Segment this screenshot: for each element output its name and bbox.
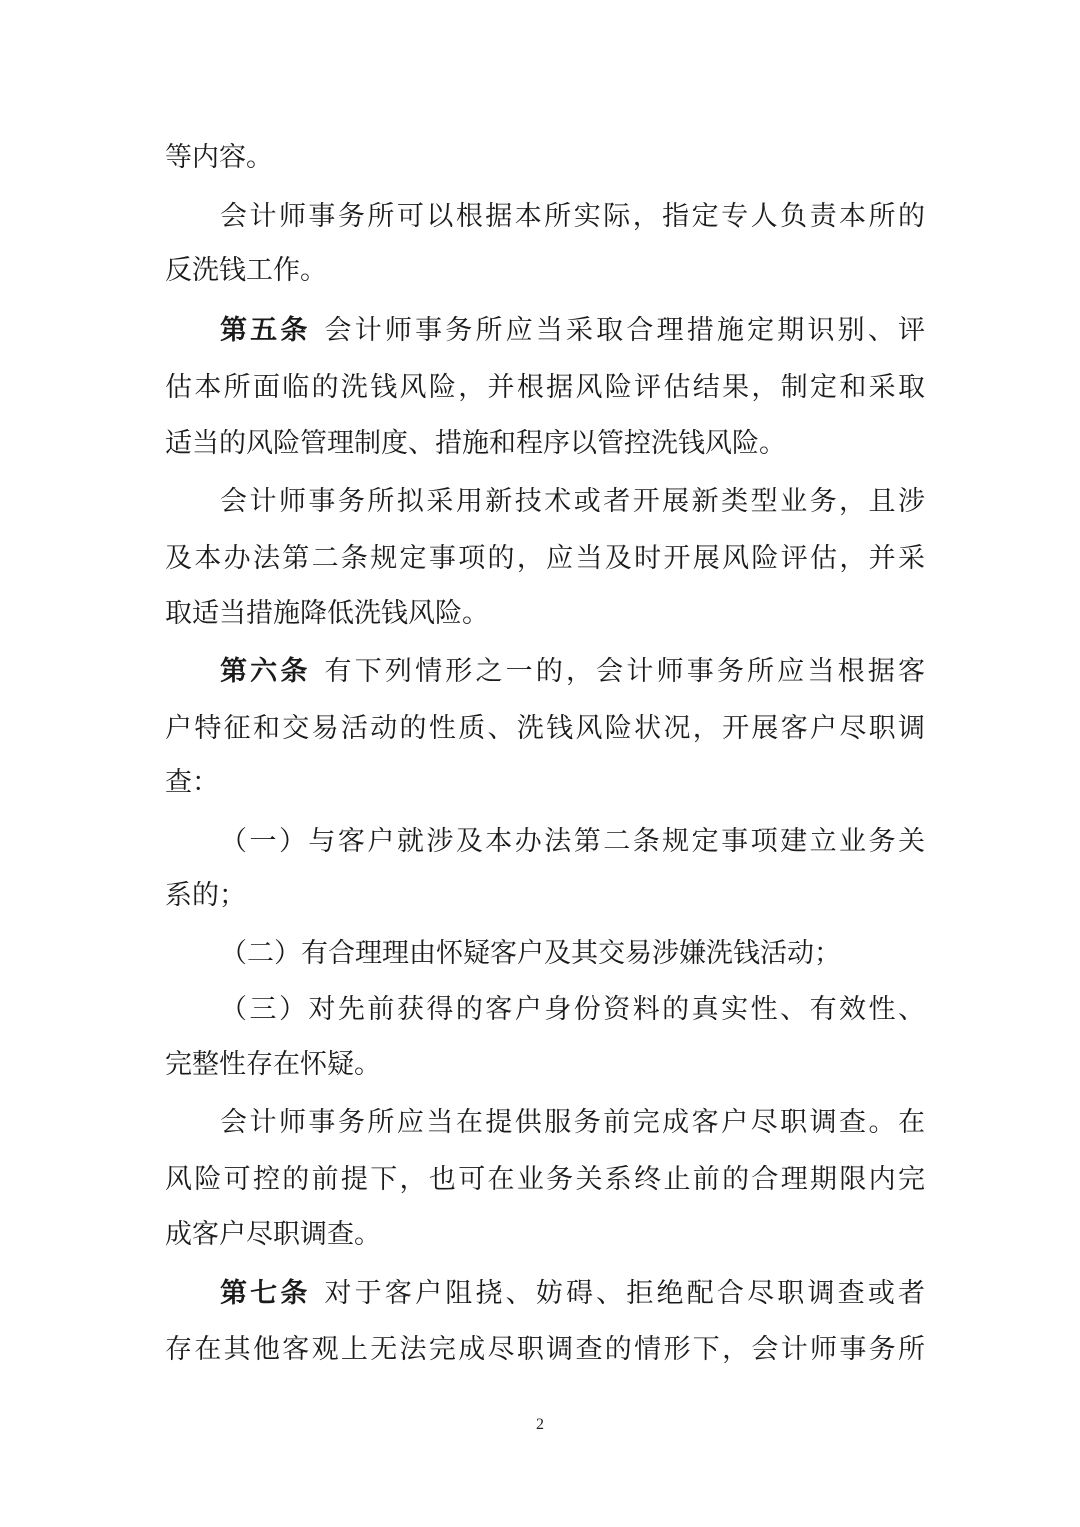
- paragraph-line: [165, 424, 925, 464]
- line-text: 取适当措施降低洗钱风险。: [165, 598, 489, 629]
- line-text: 成客户尽职调查。: [165, 1219, 381, 1250]
- line-text: 对于客户阻挠、妨碍、拒绝配合尽职调查或者: [324, 1278, 926, 1309]
- list-item-line: [220, 822, 925, 862]
- article-heading: 第六条: [220, 656, 311, 687]
- paragraph-line: [165, 539, 925, 579]
- line-text: 会计师事务所应当在提供服务前完成客户尽职调查。在: [220, 1107, 925, 1138]
- line-text: （一）与客户就涉及本办法第二条规定事项建立业务关: [220, 826, 925, 857]
- line-text: 等内容。: [165, 142, 273, 173]
- paragraph-line: [220, 1103, 925, 1143]
- line-text: 及本办法第二条规定事项的，应当及时开展风险评估，并采: [165, 543, 925, 574]
- paragraph-line: [165, 709, 925, 749]
- paragraph-line: [165, 1215, 925, 1255]
- page-number: 2: [536, 1416, 544, 1433]
- line-text: 反洗钱工作。: [165, 255, 327, 286]
- paragraph-line: [165, 594, 925, 634]
- line-text: 有下列情形之一的，会计师事务所应当根据客: [324, 656, 926, 687]
- line-text: （二）有合理理由怀疑客户及其交易涉嫌洗钱活动；: [220, 938, 841, 969]
- paragraph-line: [220, 197, 925, 237]
- list-item-line: [220, 990, 925, 1030]
- line-text: 风险可控的前提下，也可在业务关系终止前的合理期限内完: [165, 1164, 925, 1195]
- list-item-line: [165, 876, 925, 916]
- paragraph-line: [165, 251, 925, 291]
- line-text: 会计师事务所拟采用新技术或者开展新类型业务，且涉: [220, 486, 925, 517]
- article-7-first-line: [220, 1274, 925, 1314]
- line-text: 查：: [165, 767, 219, 798]
- paragraph-line: [165, 1160, 925, 1200]
- article-6-first-line: [220, 652, 925, 692]
- list-item-line: [220, 934, 925, 974]
- paragraph-line: [165, 763, 925, 803]
- line-text: 户特征和交易活动的性质、洗钱风险状况，开展客户尽职调: [165, 713, 925, 744]
- article-5-first-line: [220, 311, 925, 351]
- article-heading: 第七条: [220, 1278, 311, 1309]
- line-text: 适当的风险管理制度、措施和程序以管控洗钱风险。: [165, 428, 786, 459]
- line-text: 存在其他客观上无法完成尽职调查的情形下，会计师事务所: [165, 1334, 925, 1365]
- line-text: 估本所面临的洗钱风险，并根据风险评估结果，制定和采取: [165, 372, 925, 403]
- line-text: 会计师事务所应当采取合理措施定期识别、评: [324, 315, 926, 346]
- article-heading: 第五条: [220, 315, 311, 346]
- line-text: 系的；: [165, 880, 246, 911]
- paragraph-line: [165, 138, 925, 178]
- line-text: 完整性存在怀疑。: [165, 1049, 381, 1080]
- line-text: （三）对先前获得的客户身份资料的真实性、有效性、: [220, 994, 925, 1025]
- line-text: 会计师事务所可以根据本所实际，指定专人负责本所的: [220, 201, 925, 232]
- paragraph-line: [165, 1330, 925, 1370]
- list-item-line: [165, 1045, 925, 1085]
- paragraph-line: [165, 368, 925, 408]
- paragraph-line: [220, 482, 925, 522]
